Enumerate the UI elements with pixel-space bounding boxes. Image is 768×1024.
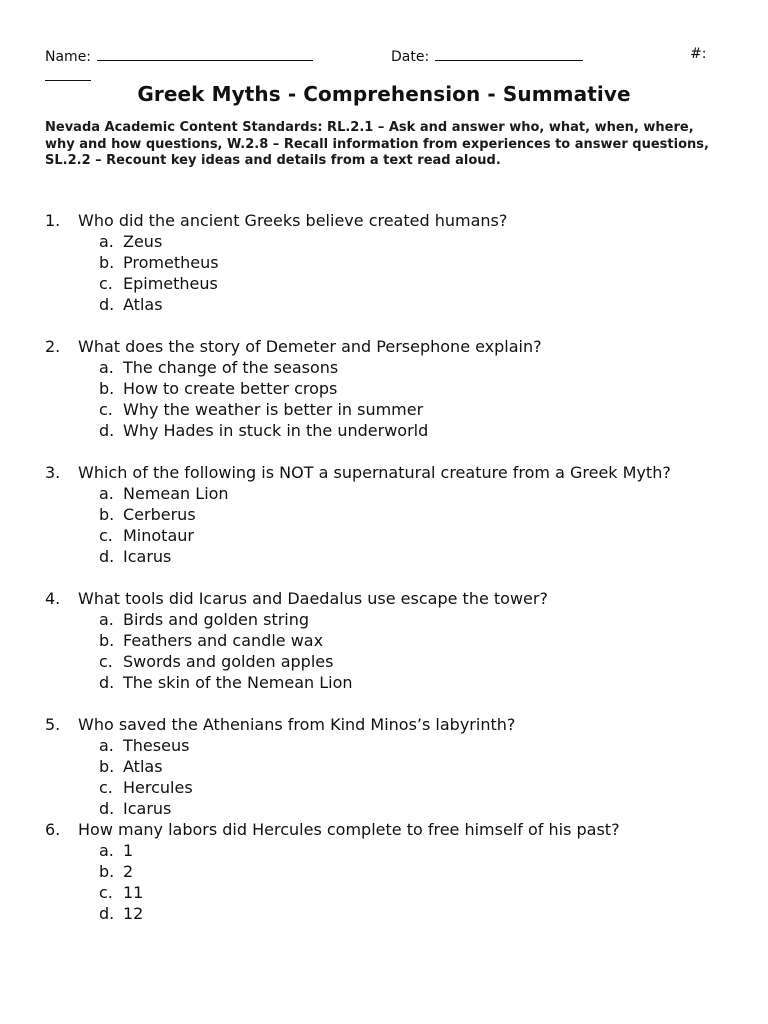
name-label: Name:	[45, 49, 92, 65]
answer-options	[45, 357, 725, 441]
option-text: The skin of the Nemean Lion	[123, 673, 353, 692]
option-text: Hercules	[123, 778, 193, 797]
date-label: Date:	[391, 49, 430, 65]
answer-option[interactable]	[45, 252, 725, 273]
header-fields	[45, 46, 723, 68]
option-text: Why the weather is better in summer	[123, 400, 424, 419]
name-field	[45, 46, 313, 65]
answer-option[interactable]	[45, 861, 725, 882]
option-letter: c.	[99, 274, 113, 293]
option-letter: a.	[99, 736, 114, 755]
question-number: 3.	[45, 463, 61, 482]
option-letter: a.	[99, 358, 114, 377]
option-letter: a.	[99, 610, 114, 629]
answer-options	[45, 483, 725, 567]
answer-option[interactable]	[45, 357, 725, 378]
option-letter: d.	[99, 673, 115, 692]
date-blank[interactable]	[435, 46, 583, 61]
answer-option[interactable]	[45, 630, 725, 651]
question-stem	[45, 462, 725, 483]
option-text: Atlas	[123, 295, 163, 314]
question-stem	[45, 210, 725, 231]
question-number: 4.	[45, 589, 61, 608]
question-stem	[45, 588, 725, 609]
answer-option[interactable]	[45, 798, 725, 819]
answer-option[interactable]	[45, 609, 725, 630]
answer-options	[45, 735, 725, 819]
answer-option[interactable]	[45, 672, 725, 693]
question-number: 6.	[45, 820, 61, 839]
answer-option[interactable]	[45, 504, 725, 525]
option-text: Minotaur	[123, 526, 194, 545]
option-text: Cerberus	[123, 505, 196, 524]
option-letter: c.	[99, 883, 113, 902]
question-5	[45, 714, 725, 819]
option-letter: b.	[99, 862, 115, 881]
question-number: 5.	[45, 715, 61, 734]
question-text: Which of the following is NOT a supernatural creature from a Greek Myth?	[78, 463, 671, 482]
question-2	[45, 336, 725, 441]
standards-text: Nevada Academic Content Standards: RL.2.1 – Ask and answer who, what, when, where, why and how questions, W.2.8 – Recall information from experiences to answer questions, SL.2.2 – Recount key ideas and details from a text read aloud.	[45, 120, 709, 168]
option-letter: c.	[99, 526, 113, 545]
option-letter: b.	[99, 379, 115, 398]
option-text: Swords and golden apples	[123, 652, 334, 671]
option-letter: b.	[99, 631, 115, 650]
answer-option[interactable]	[45, 756, 725, 777]
question-text: What tools did Icarus and Daedalus use escape the tower?	[78, 589, 548, 608]
question-4	[45, 588, 725, 693]
answer-option[interactable]	[45, 735, 725, 756]
option-text: Feathers and candle wax	[123, 631, 324, 650]
question-stem	[45, 336, 725, 357]
question-text: How many labors did Hercules complete to free himself of his past?	[78, 820, 620, 839]
option-letter: d.	[99, 799, 115, 818]
number-label: #:	[690, 46, 707, 62]
answer-option[interactable]	[45, 546, 725, 567]
option-text: 12	[123, 904, 144, 923]
question-list	[45, 210, 725, 924]
answer-option[interactable]	[45, 378, 725, 399]
question-text: Who saved the Athenians from Kind Minos’s labyrinth?	[78, 715, 516, 734]
answer-option[interactable]	[45, 294, 725, 315]
option-letter: c.	[99, 400, 113, 419]
question-6	[45, 819, 725, 924]
option-letter: c.	[99, 778, 113, 797]
option-text: 2	[123, 862, 134, 881]
option-letter: b.	[99, 253, 115, 272]
answer-option[interactable]	[45, 651, 725, 672]
option-letter: a.	[99, 232, 114, 251]
question-number: 2.	[45, 337, 61, 356]
option-letter: d.	[99, 295, 115, 314]
option-letter: b.	[99, 757, 115, 776]
question-stem	[45, 714, 725, 735]
option-text: Theseus	[123, 736, 190, 755]
question-3	[45, 462, 725, 567]
option-letter: c.	[99, 652, 113, 671]
number-field	[690, 46, 706, 62]
option-text: Epimetheus	[123, 274, 218, 293]
option-text: Nemean Lion	[123, 484, 229, 503]
option-text: The change of the seasons	[123, 358, 339, 377]
option-text: Zeus	[123, 232, 163, 251]
answer-options	[45, 609, 725, 693]
number-blank[interactable]	[45, 80, 91, 81]
option-letter: a.	[99, 841, 114, 860]
question-stem	[45, 819, 725, 840]
answer-option[interactable]	[45, 273, 725, 294]
option-letter: b.	[99, 505, 115, 524]
answer-option[interactable]	[45, 903, 725, 924]
option-letter: d.	[99, 547, 115, 566]
option-text: Atlas	[123, 757, 163, 776]
option-text: 11	[123, 883, 144, 902]
name-blank[interactable]	[97, 46, 313, 61]
option-text: 1	[123, 841, 134, 860]
answer-option[interactable]	[45, 420, 725, 441]
answer-options	[45, 840, 725, 924]
page-title: Greek Myths - Comprehension - Summative	[137, 82, 631, 106]
option-text: How to create better crops	[123, 379, 338, 398]
option-letter: d.	[99, 904, 115, 923]
answer-option[interactable]	[45, 483, 725, 504]
question-number: 1.	[45, 211, 61, 230]
question-text: What does the story of Demeter and Persephone explain?	[78, 337, 542, 356]
date-field	[391, 46, 583, 65]
answer-option[interactable]	[45, 777, 725, 798]
answer-option[interactable]	[45, 525, 725, 546]
option-text: Why Hades in stuck in the underworld	[123, 421, 429, 440]
option-text: Icarus	[123, 547, 172, 566]
answer-option[interactable]	[45, 882, 725, 903]
answer-options	[45, 231, 725, 315]
answer-option[interactable]	[45, 231, 725, 252]
option-text: Icarus	[123, 799, 172, 818]
option-text: Birds and golden string	[123, 610, 310, 629]
question-text: Who did the ancient Greeks believe created humans?	[78, 211, 508, 230]
answer-option[interactable]	[45, 399, 725, 420]
option-letter: a.	[99, 484, 114, 503]
option-letter: d.	[99, 421, 115, 440]
option-text: Prometheus	[123, 253, 219, 272]
answer-option[interactable]	[45, 840, 725, 861]
question-1	[45, 210, 725, 315]
